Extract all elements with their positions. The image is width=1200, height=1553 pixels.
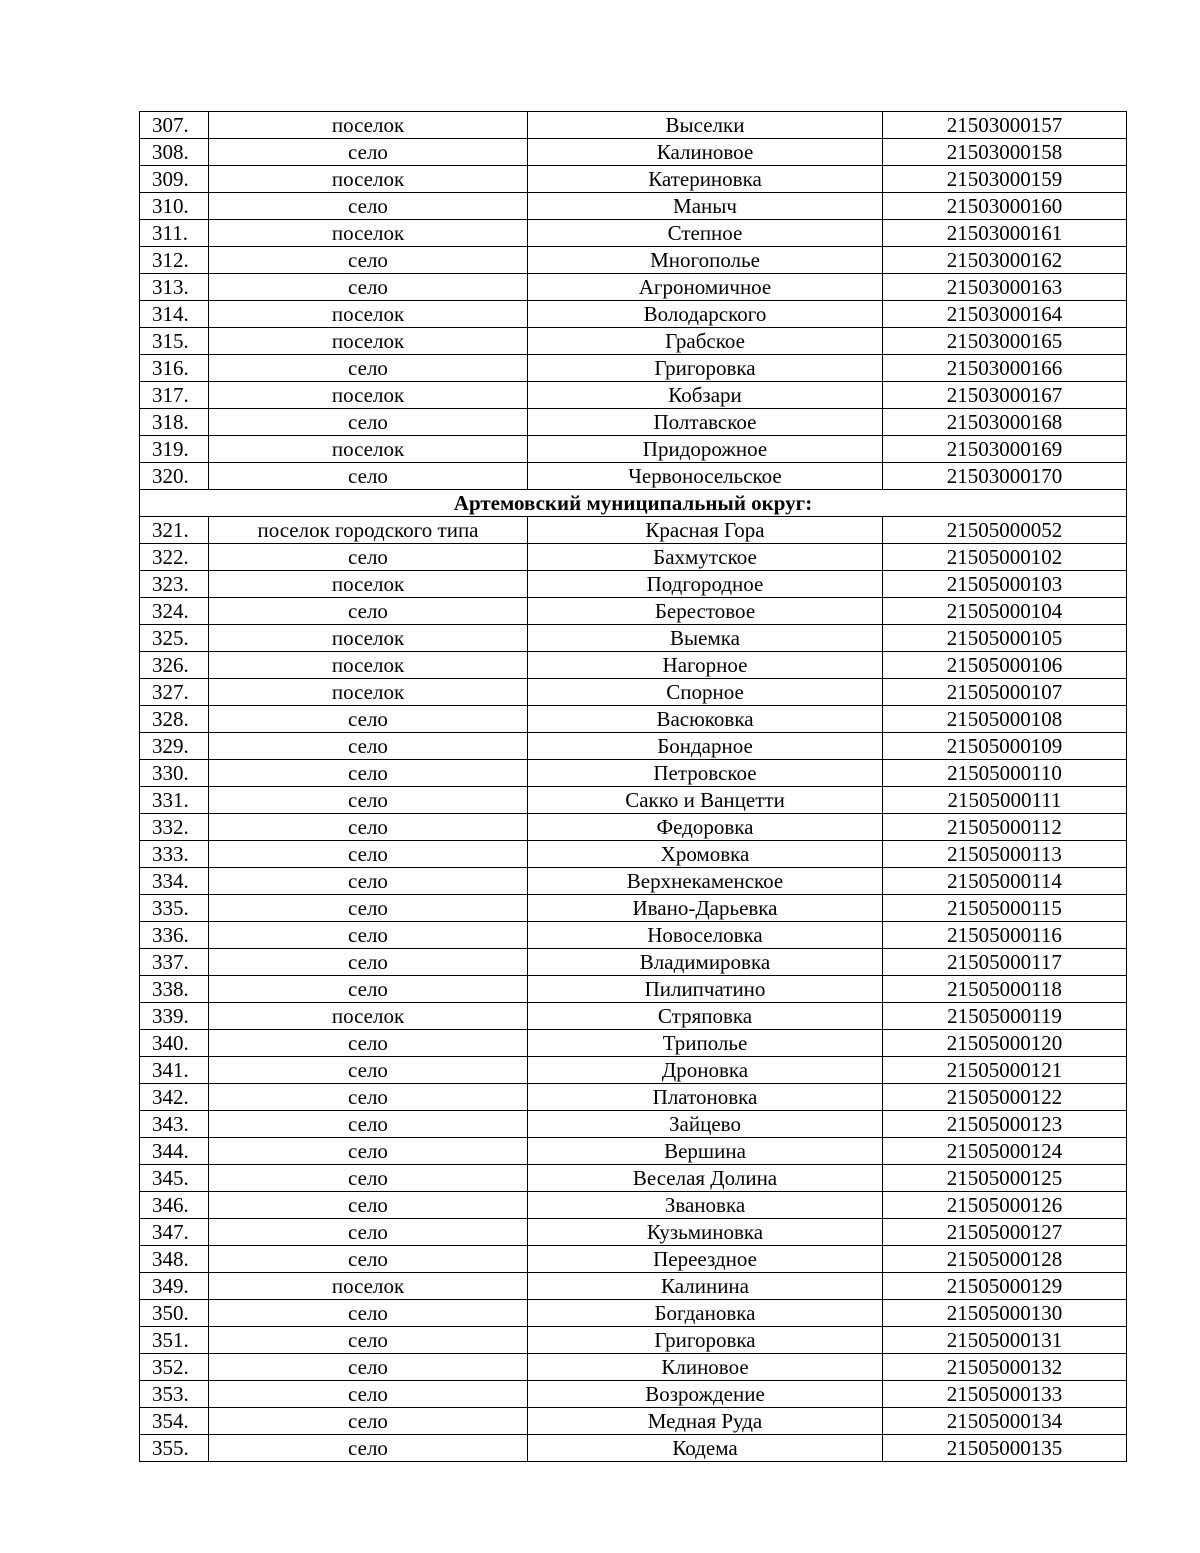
table-row bbox=[140, 112, 1127, 139]
table-row bbox=[140, 382, 1127, 409]
settlement-name: Кобзари bbox=[528, 382, 883, 409]
row-number: 351. bbox=[140, 1327, 209, 1354]
table-row bbox=[140, 760, 1127, 787]
settlement-code: 21505000115 bbox=[883, 895, 1127, 922]
row-number: 328. bbox=[140, 706, 209, 733]
row-number: 352. bbox=[140, 1354, 209, 1381]
table-row bbox=[140, 868, 1127, 895]
table-row bbox=[140, 1273, 1127, 1300]
row-number: 350. bbox=[140, 1300, 209, 1327]
row-number: 326. bbox=[140, 652, 209, 679]
settlement-name: Богдановка bbox=[528, 1300, 883, 1327]
table-body-first-group bbox=[140, 112, 1127, 490]
settlement-name: Медная Руда bbox=[528, 1408, 883, 1435]
table-row bbox=[140, 1381, 1127, 1408]
settlement-type: село bbox=[209, 544, 528, 571]
section-row bbox=[140, 490, 1127, 517]
table-row bbox=[140, 625, 1127, 652]
settlement-type: село bbox=[209, 1408, 528, 1435]
settlement-code: 21505000118 bbox=[883, 976, 1127, 1003]
table-row bbox=[140, 436, 1127, 463]
settlement-code: 21503000164 bbox=[883, 301, 1127, 328]
settlement-name: Володарского bbox=[528, 301, 883, 328]
table-row bbox=[140, 463, 1127, 490]
settlement-code: 21505000108 bbox=[883, 706, 1127, 733]
row-number: 321. bbox=[140, 517, 209, 544]
row-number: 330. bbox=[140, 760, 209, 787]
table-row bbox=[140, 1435, 1127, 1462]
table-row bbox=[140, 1084, 1127, 1111]
settlement-code: 21505000117 bbox=[883, 949, 1127, 976]
settlement-name: Кодема bbox=[528, 1435, 883, 1462]
settlement-type: село bbox=[209, 1219, 528, 1246]
settlement-type: село bbox=[209, 193, 528, 220]
settlement-name: Звановка bbox=[528, 1192, 883, 1219]
row-number: 338. bbox=[140, 976, 209, 1003]
settlement-type: село bbox=[209, 598, 528, 625]
settlement-name: Пилипчатино bbox=[528, 976, 883, 1003]
settlement-code: 21505000128 bbox=[883, 1246, 1127, 1273]
row-number: 332. bbox=[140, 814, 209, 841]
settlement-code: 21505000126 bbox=[883, 1192, 1127, 1219]
row-number: 323. bbox=[140, 571, 209, 598]
table-row bbox=[140, 787, 1127, 814]
settlement-name: Григоровка bbox=[528, 355, 883, 382]
settlement-name: Бондарное bbox=[528, 733, 883, 760]
settlement-name: Григоровка bbox=[528, 1327, 883, 1354]
settlement-code: 21503000160 bbox=[883, 193, 1127, 220]
settlement-type: село bbox=[209, 1192, 528, 1219]
settlement-name: Агрономичное bbox=[528, 274, 883, 301]
settlement-code: 21505000119 bbox=[883, 1003, 1127, 1030]
settlement-name: Клиновое bbox=[528, 1354, 883, 1381]
settlement-type: село bbox=[209, 409, 528, 436]
table-body-artemovsky bbox=[140, 517, 1127, 1462]
settlement-type: село bbox=[209, 841, 528, 868]
settlement-code: 21505000106 bbox=[883, 652, 1127, 679]
settlement-code: 21503000170 bbox=[883, 463, 1127, 490]
row-number: 342. bbox=[140, 1084, 209, 1111]
settlement-code: 21503000166 bbox=[883, 355, 1127, 382]
table-row bbox=[140, 1219, 1127, 1246]
row-number: 339. bbox=[140, 1003, 209, 1030]
settlement-name: Ивано-Дарьевка bbox=[528, 895, 883, 922]
settlement-code: 21503000159 bbox=[883, 166, 1127, 193]
settlement-code: 21505000114 bbox=[883, 868, 1127, 895]
settlement-code: 21505000130 bbox=[883, 1300, 1127, 1327]
table-row bbox=[140, 949, 1127, 976]
table-row bbox=[140, 1138, 1127, 1165]
table-row bbox=[140, 220, 1127, 247]
settlement-code: 21505000052 bbox=[883, 517, 1127, 544]
row-number: 353. bbox=[140, 1381, 209, 1408]
settlement-name: Хромовка bbox=[528, 841, 883, 868]
settlement-code: 21505000125 bbox=[883, 1165, 1127, 1192]
table-row bbox=[140, 706, 1127, 733]
section-title: Артемовский муниципальный округ: bbox=[140, 490, 1127, 517]
settlement-type: село bbox=[209, 1165, 528, 1192]
settlement-type: село bbox=[209, 463, 528, 490]
row-number: 313. bbox=[140, 274, 209, 301]
settlement-code: 21505000104 bbox=[883, 598, 1127, 625]
settlement-code: 21505000111 bbox=[883, 787, 1127, 814]
table-row bbox=[140, 1300, 1127, 1327]
row-number: 348. bbox=[140, 1246, 209, 1273]
settlement-type: село bbox=[209, 1300, 528, 1327]
row-number: 327. bbox=[140, 679, 209, 706]
settlement-name: Возрождение bbox=[528, 1381, 883, 1408]
table-row bbox=[140, 301, 1127, 328]
settlement-type: село bbox=[209, 787, 528, 814]
settlement-type: село bbox=[209, 139, 528, 166]
settlement-code: 21505000124 bbox=[883, 1138, 1127, 1165]
row-number: 324. bbox=[140, 598, 209, 625]
table-row bbox=[140, 1354, 1127, 1381]
table-row bbox=[140, 355, 1127, 382]
table-row bbox=[140, 328, 1127, 355]
row-number: 335. bbox=[140, 895, 209, 922]
settlement-type: поселок bbox=[209, 166, 528, 193]
table-row bbox=[140, 922, 1127, 949]
row-number: 337. bbox=[140, 949, 209, 976]
settlement-type: село bbox=[209, 1084, 528, 1111]
row-number: 341. bbox=[140, 1057, 209, 1084]
row-number: 315. bbox=[140, 328, 209, 355]
settlement-type: поселок bbox=[209, 436, 528, 463]
settlement-type: село bbox=[209, 814, 528, 841]
settlement-code: 21503000169 bbox=[883, 436, 1127, 463]
row-number: 336. bbox=[140, 922, 209, 949]
settlement-type: село bbox=[209, 274, 528, 301]
settlement-code: 21503000157 bbox=[883, 112, 1127, 139]
settlement-name: Васюковка bbox=[528, 706, 883, 733]
settlement-code: 21505000122 bbox=[883, 1084, 1127, 1111]
settlements-table bbox=[139, 111, 1127, 1462]
settlement-type: село bbox=[209, 1435, 528, 1462]
settlement-code: 21503000158 bbox=[883, 139, 1127, 166]
settlement-type: поселок bbox=[209, 328, 528, 355]
settlement-type: село bbox=[209, 1057, 528, 1084]
row-number: 318. bbox=[140, 409, 209, 436]
settlement-name: Катериновка bbox=[528, 166, 883, 193]
row-number: 316. bbox=[140, 355, 209, 382]
row-number: 331. bbox=[140, 787, 209, 814]
settlement-name: Маныч bbox=[528, 193, 883, 220]
settlement-code: 21503000167 bbox=[883, 382, 1127, 409]
settlement-type: село bbox=[209, 1138, 528, 1165]
table-row bbox=[140, 571, 1127, 598]
table-row bbox=[140, 814, 1127, 841]
settlement-name: Калиновое bbox=[528, 139, 883, 166]
settlement-name: Дроновка bbox=[528, 1057, 883, 1084]
row-number: 343. bbox=[140, 1111, 209, 1138]
table-row bbox=[140, 409, 1127, 436]
row-number: 347. bbox=[140, 1219, 209, 1246]
settlement-name: Подгородное bbox=[528, 571, 883, 598]
settlement-type: поселок bbox=[209, 1273, 528, 1300]
settlement-type: село bbox=[209, 949, 528, 976]
row-number: 346. bbox=[140, 1192, 209, 1219]
settlement-code: 21505000121 bbox=[883, 1057, 1127, 1084]
settlement-code: 21505000131 bbox=[883, 1327, 1127, 1354]
settlement-code: 21505000107 bbox=[883, 679, 1127, 706]
settlement-type: село bbox=[209, 1246, 528, 1273]
row-number: 319. bbox=[140, 436, 209, 463]
table-row bbox=[140, 1003, 1127, 1030]
settlement-code: 21505000110 bbox=[883, 760, 1127, 787]
table-row bbox=[140, 652, 1127, 679]
settlement-name: Петровское bbox=[528, 760, 883, 787]
settlement-type: село bbox=[209, 355, 528, 382]
settlement-code: 21505000133 bbox=[883, 1381, 1127, 1408]
settlement-name: Зайцево bbox=[528, 1111, 883, 1138]
settlement-name: Красная Гора bbox=[528, 517, 883, 544]
row-number: 334. bbox=[140, 868, 209, 895]
settlement-type: село bbox=[209, 976, 528, 1003]
settlement-type: поселок bbox=[209, 679, 528, 706]
settlement-code: 21505000102 bbox=[883, 544, 1127, 571]
settlement-name: Веселая Долина bbox=[528, 1165, 883, 1192]
settlement-name: Полтавское bbox=[528, 409, 883, 436]
settlement-code: 21505000113 bbox=[883, 841, 1127, 868]
table-row bbox=[140, 247, 1127, 274]
settlement-type: село bbox=[209, 1111, 528, 1138]
settlement-code: 21505000129 bbox=[883, 1273, 1127, 1300]
settlement-type: село bbox=[209, 760, 528, 787]
settlement-name: Спорное bbox=[528, 679, 883, 706]
table-row bbox=[140, 895, 1127, 922]
settlement-type: село bbox=[209, 868, 528, 895]
settlement-code: 21505000116 bbox=[883, 922, 1127, 949]
table-row bbox=[140, 1246, 1127, 1273]
settlement-name: Триполье bbox=[528, 1030, 883, 1057]
table-row bbox=[140, 976, 1127, 1003]
settlement-code: 21503000162 bbox=[883, 247, 1127, 274]
row-number: 310. bbox=[140, 193, 209, 220]
settlement-name: Берестовое bbox=[528, 598, 883, 625]
settlement-type: поселок bbox=[209, 220, 528, 247]
settlement-name: Калинина bbox=[528, 1273, 883, 1300]
settlement-code: 21505000120 bbox=[883, 1030, 1127, 1057]
row-number: 325. bbox=[140, 625, 209, 652]
table-row bbox=[140, 274, 1127, 301]
settlement-type: село bbox=[209, 1327, 528, 1354]
settlement-name: Степное bbox=[528, 220, 883, 247]
settlement-type: село bbox=[209, 1030, 528, 1057]
settlement-name: Кузьминовка bbox=[528, 1219, 883, 1246]
settlement-type: поселок bbox=[209, 112, 528, 139]
settlement-type: поселок bbox=[209, 301, 528, 328]
settlement-code: 21505000132 bbox=[883, 1354, 1127, 1381]
row-number: 317. bbox=[140, 382, 209, 409]
row-number: 329. bbox=[140, 733, 209, 760]
table-row bbox=[140, 517, 1127, 544]
row-number: 349. bbox=[140, 1273, 209, 1300]
settlement-type: село bbox=[209, 733, 528, 760]
row-number: 308. bbox=[140, 139, 209, 166]
row-number: 322. bbox=[140, 544, 209, 571]
settlement-type: село bbox=[209, 1381, 528, 1408]
settlement-name: Грабское bbox=[528, 328, 883, 355]
table-row bbox=[140, 544, 1127, 571]
settlement-name: Федоровка bbox=[528, 814, 883, 841]
table-row bbox=[140, 139, 1127, 166]
settlement-name: Платоновка bbox=[528, 1084, 883, 1111]
table-row bbox=[140, 1030, 1127, 1057]
settlement-type: село bbox=[209, 706, 528, 733]
settlement-code: 21505000135 bbox=[883, 1435, 1127, 1462]
table-row bbox=[140, 193, 1127, 220]
settlement-name: Стряповка bbox=[528, 1003, 883, 1030]
settlement-name: Верхнекаменское bbox=[528, 868, 883, 895]
row-number: 355. bbox=[140, 1435, 209, 1462]
row-number: 333. bbox=[140, 841, 209, 868]
settlement-code: 21505000123 bbox=[883, 1111, 1127, 1138]
settlement-type: село bbox=[209, 1354, 528, 1381]
table-row bbox=[140, 1165, 1127, 1192]
table-row bbox=[140, 1192, 1127, 1219]
settlement-code: 21505000109 bbox=[883, 733, 1127, 760]
settlement-type: село bbox=[209, 922, 528, 949]
table-row bbox=[140, 166, 1127, 193]
settlement-name: Червоносельское bbox=[528, 463, 883, 490]
table-row bbox=[140, 1327, 1127, 1354]
settlement-name: Выселки bbox=[528, 112, 883, 139]
row-number: 344. bbox=[140, 1138, 209, 1165]
settlement-name: Новоселовка bbox=[528, 922, 883, 949]
row-number: 309. bbox=[140, 166, 209, 193]
settlement-type: поселок bbox=[209, 625, 528, 652]
table-row bbox=[140, 598, 1127, 625]
settlement-name: Сакко и Ванцетти bbox=[528, 787, 883, 814]
table-row bbox=[140, 841, 1127, 868]
settlement-name: Придорожное bbox=[528, 436, 883, 463]
settlement-name: Переездное bbox=[528, 1246, 883, 1273]
settlement-type: поселок bbox=[209, 1003, 528, 1030]
settlement-type: село bbox=[209, 895, 528, 922]
row-number: 320. bbox=[140, 463, 209, 490]
row-number: 354. bbox=[140, 1408, 209, 1435]
table-row bbox=[140, 733, 1127, 760]
row-number: 345. bbox=[140, 1165, 209, 1192]
row-number: 307. bbox=[140, 112, 209, 139]
settlement-type: поселок bbox=[209, 652, 528, 679]
settlement-code: 21505000134 bbox=[883, 1408, 1127, 1435]
settlement-code: 21503000161 bbox=[883, 220, 1127, 247]
settlement-name: Выемка bbox=[528, 625, 883, 652]
settlement-code: 21505000127 bbox=[883, 1219, 1127, 1246]
settlement-code: 21505000105 bbox=[883, 625, 1127, 652]
settlement-name: Владимировка bbox=[528, 949, 883, 976]
settlement-type: поселок городского типа bbox=[209, 517, 528, 544]
table-row bbox=[140, 1111, 1127, 1138]
row-number: 312. bbox=[140, 247, 209, 274]
table-row bbox=[140, 1408, 1127, 1435]
settlement-name: Нагорное bbox=[528, 652, 883, 679]
settlement-type: поселок bbox=[209, 382, 528, 409]
settlement-type: поселок bbox=[209, 571, 528, 598]
row-number: 314. bbox=[140, 301, 209, 328]
settlement-name: Многополье bbox=[528, 247, 883, 274]
row-number: 340. bbox=[140, 1030, 209, 1057]
settlement-code: 21503000163 bbox=[883, 274, 1127, 301]
table-section-header bbox=[140, 490, 1127, 517]
settlement-code: 21505000112 bbox=[883, 814, 1127, 841]
settlement-code: 21503000165 bbox=[883, 328, 1127, 355]
settlement-type: село bbox=[209, 247, 528, 274]
settlement-code: 21505000103 bbox=[883, 571, 1127, 598]
table-row bbox=[140, 1057, 1127, 1084]
row-number: 311. bbox=[140, 220, 209, 247]
table-row bbox=[140, 679, 1127, 706]
settlement-name: Вершина bbox=[528, 1138, 883, 1165]
settlement-name: Бахмутское bbox=[528, 544, 883, 571]
settlement-code: 21503000168 bbox=[883, 409, 1127, 436]
